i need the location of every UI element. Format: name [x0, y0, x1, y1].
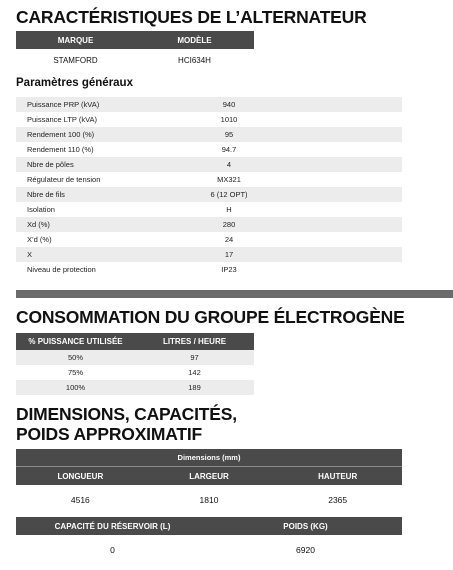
param-value: 6 (12 OPT)	[210, 190, 248, 199]
param-label: Rendement 100 (%)	[27, 130, 95, 139]
consumption-row	[16, 365, 254, 380]
param-row	[16, 172, 402, 187]
param-value: 17	[224, 250, 234, 259]
param-row	[16, 127, 402, 142]
general-params-title: Paramètres généraux	[16, 77, 133, 89]
param-row	[16, 217, 402, 232]
length-header: LONGUEUR	[57, 471, 104, 481]
param-value: H	[226, 205, 232, 214]
section-divider	[16, 290, 453, 298]
weight-header: POIDS (KG)	[283, 521, 328, 531]
param-value: 4	[226, 160, 232, 169]
dimensions-section-label: Dimensions (mm)	[16, 449, 402, 466]
liters-value: 142	[188, 368, 201, 377]
param-row	[16, 187, 402, 202]
param-row	[16, 202, 402, 217]
param-row	[16, 232, 402, 247]
height-value: 2365	[328, 495, 348, 505]
param-value: 95	[224, 130, 234, 139]
param-label: Régulateur de tension	[27, 175, 101, 184]
dimensions-value-row	[16, 494, 402, 506]
param-label: Xd (%)	[27, 220, 50, 229]
consumption-row	[16, 350, 254, 365]
consumption-row	[16, 380, 254, 395]
model-header: MODÈLE	[177, 35, 212, 45]
consumption-table	[16, 350, 254, 395]
param-value: 94.7	[221, 145, 237, 154]
param-label: X	[27, 250, 33, 259]
param-row	[16, 247, 402, 262]
height-header: HAUTEUR	[318, 471, 358, 481]
general-params-table	[16, 97, 402, 277]
capacity-value-row	[16, 544, 402, 556]
liters-value: 97	[190, 353, 199, 362]
param-row	[16, 142, 402, 157]
alternator-title: CARACTÉRISTIQUES DE L’ALTERNATEUR	[16, 7, 367, 27]
param-label: Nbre de pôles	[27, 160, 74, 169]
param-label: X’d (%)	[27, 235, 52, 244]
param-value: 1010	[220, 115, 238, 124]
load-header: % PUISSANCE UTILISÉE	[28, 337, 123, 346]
tank-capacity-value: 0	[110, 545, 115, 555]
param-row	[16, 157, 402, 172]
weight-value: 6920	[296, 545, 315, 555]
param-value: 940	[222, 100, 236, 109]
param-value: IP23	[221, 265, 237, 274]
model-value: HCI634H	[178, 55, 211, 65]
param-row	[16, 262, 402, 277]
load-value: 50%	[67, 353, 83, 362]
brand-value: STAMFORD	[53, 55, 98, 65]
param-label: Puissance LTP (kVA)	[27, 115, 98, 124]
alternator-header-row	[16, 31, 254, 49]
param-label: Nbre de fils	[27, 190, 65, 199]
dimensions-header-row	[16, 467, 402, 485]
tank-capacity-header: CAPACITÉ DU RÉSERVOIR (L)	[54, 521, 171, 531]
param-label: Puissance PRP (kVA)	[27, 100, 100, 109]
liters-value: 189	[188, 383, 201, 392]
param-label: Rendement 110 (%)	[27, 145, 94, 154]
param-value: MX321	[217, 175, 241, 184]
width-value: 1810	[199, 495, 219, 505]
load-value: 75%	[67, 368, 83, 377]
alternator-value-row	[16, 54, 254, 66]
length-value: 4516	[70, 495, 90, 505]
param-row	[16, 97, 402, 112]
load-value: 100%	[65, 383, 86, 392]
capacity-header-row	[16, 517, 402, 535]
param-value: 280	[222, 220, 236, 229]
param-row	[16, 112, 402, 127]
width-header: LARGEUR	[189, 471, 229, 481]
dimensions-title-line2: POIDS APPROXIMATIF	[16, 424, 202, 444]
consumption-title: CONSOMMATION DU GROUPE ÉLECTROGÈNE	[16, 307, 405, 327]
brand-header: MARQUE	[57, 35, 94, 45]
liters-header: LITRES / HEURE	[162, 337, 227, 346]
param-label: Niveau de protection	[27, 265, 96, 274]
param-label: Isolation	[27, 205, 55, 214]
consumption-header-row	[16, 333, 254, 350]
param-value: 24	[224, 235, 234, 244]
dimensions-title-line1: DIMENSIONS, CAPACITÉS,	[16, 404, 237, 424]
